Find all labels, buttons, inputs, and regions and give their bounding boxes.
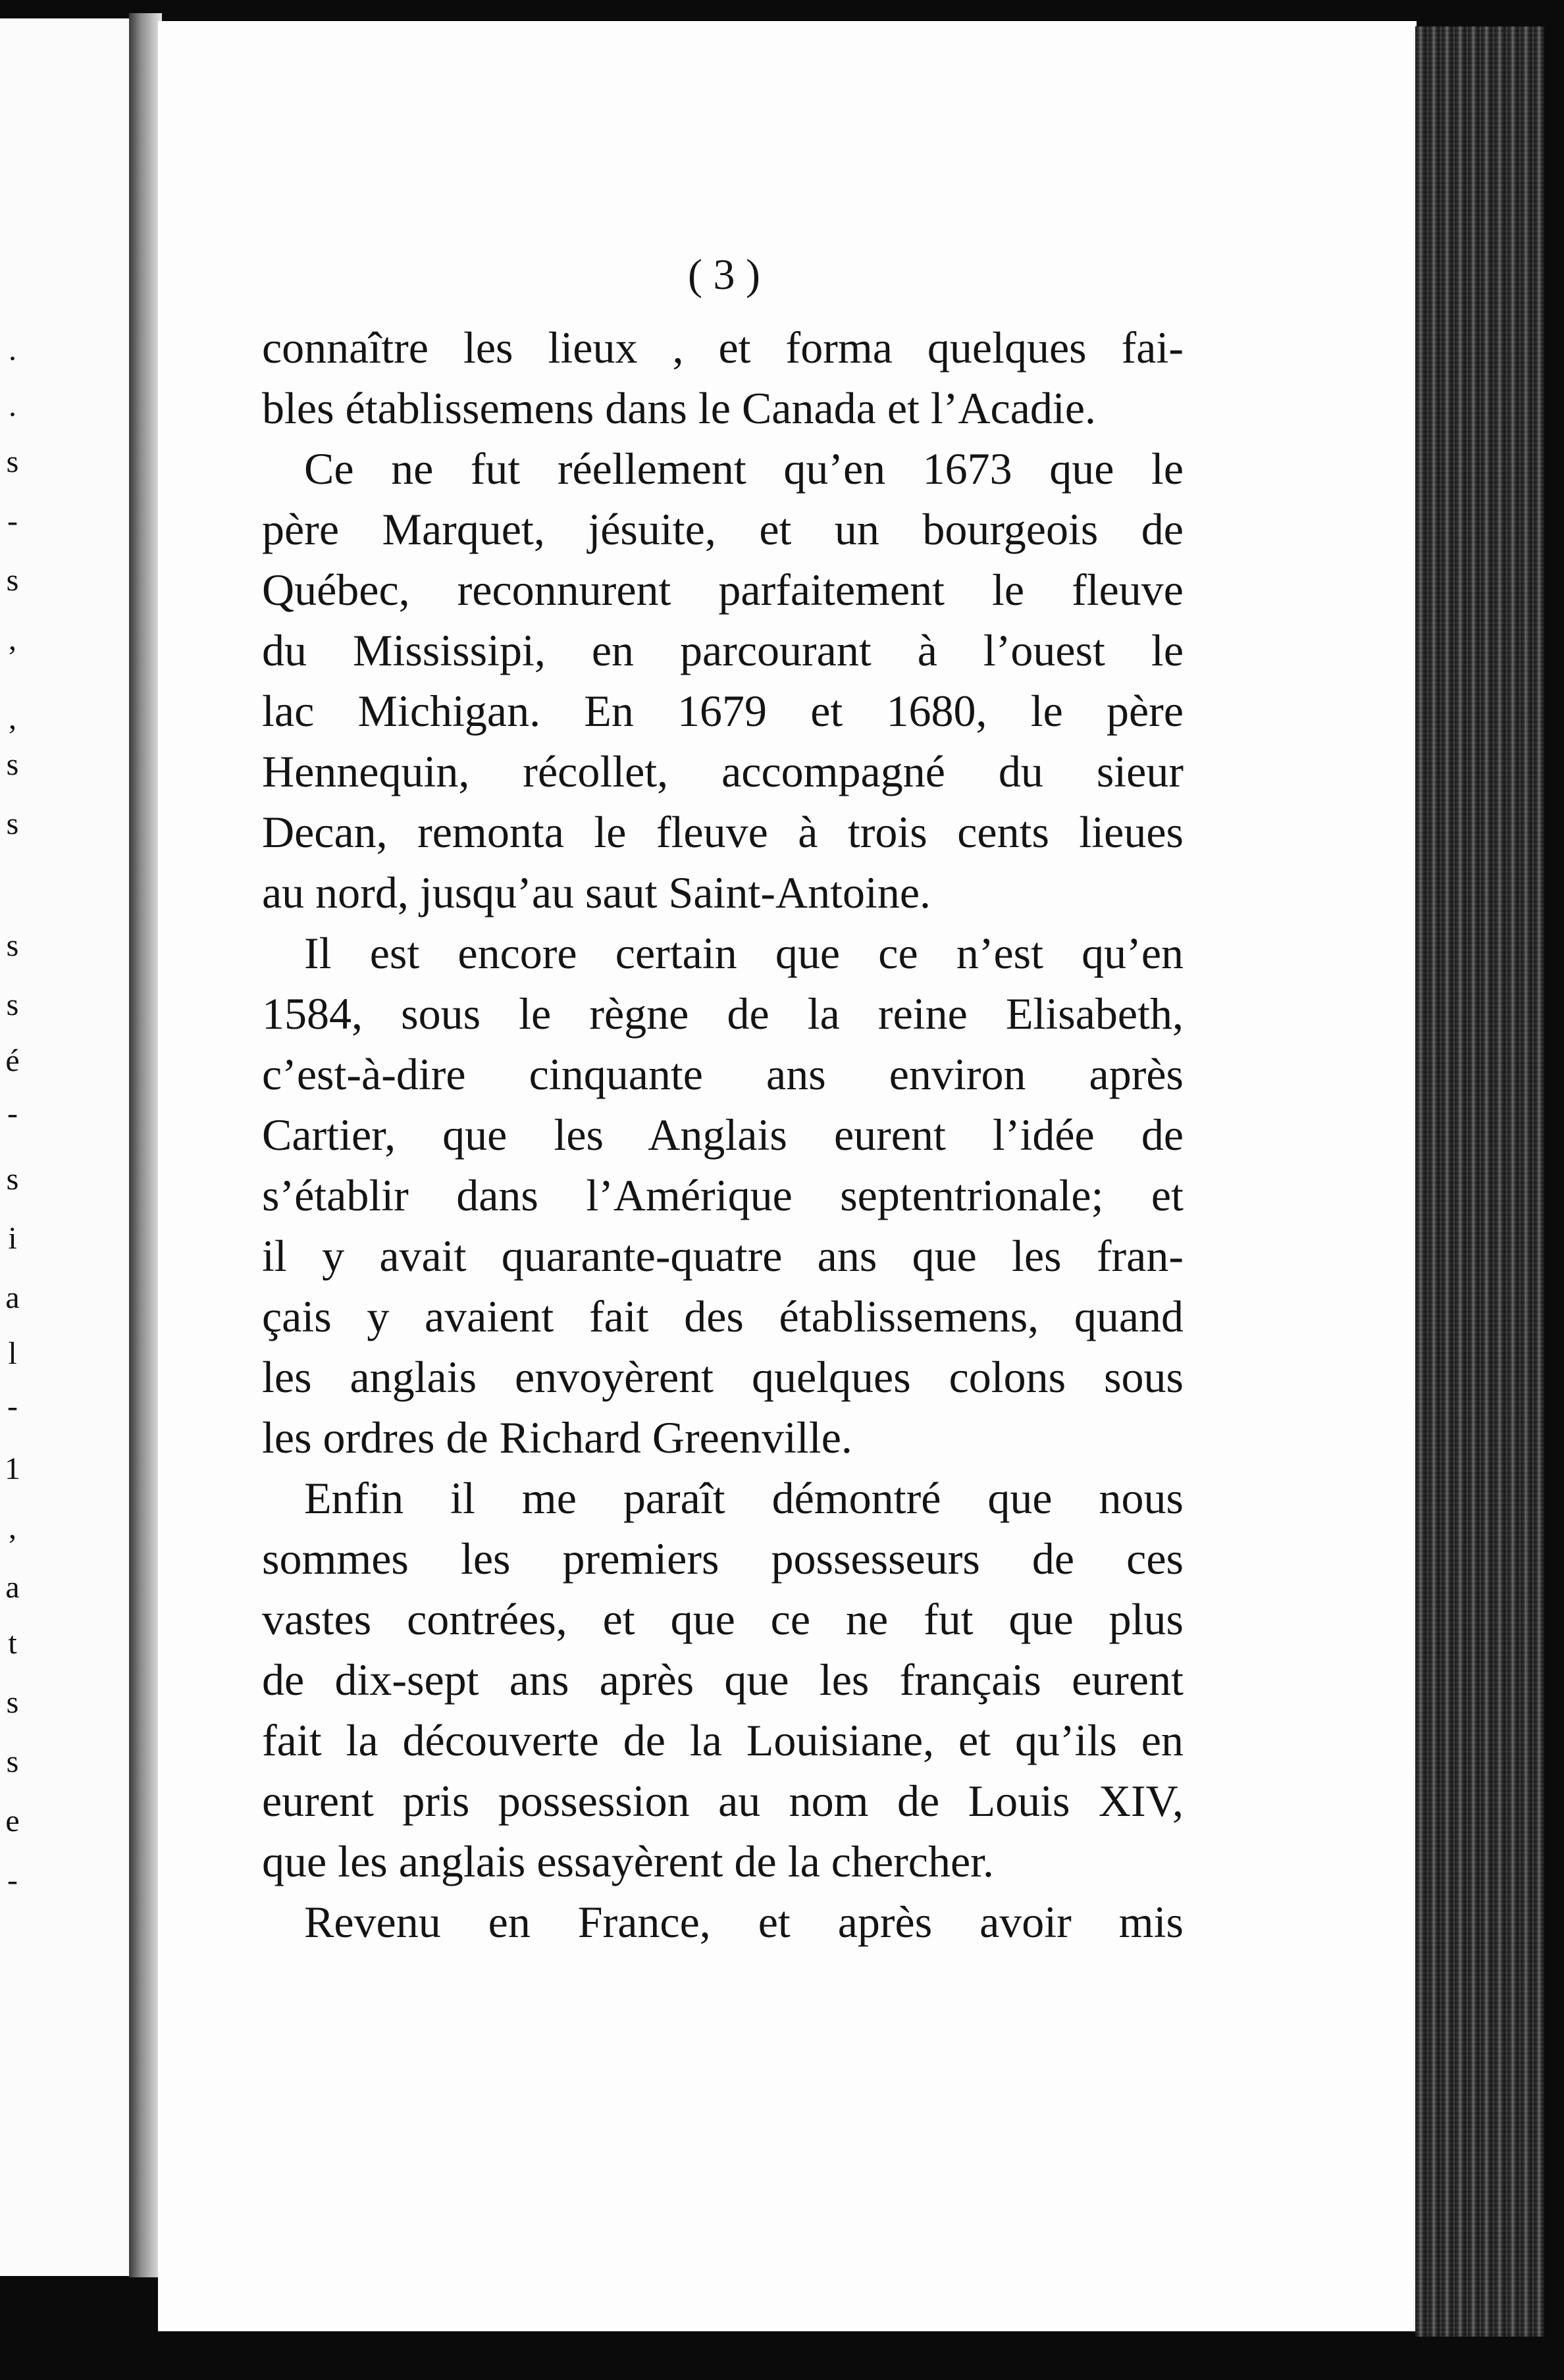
facing-page-char: s <box>6 928 19 963</box>
text-line: s’établir dans l’Amérique septentrionale; et <box>262 1170 1184 1220</box>
text-line: Québec, reconnurent parfaitement le fleuve <box>262 565 1184 615</box>
text-line: eurent pris possession au nom de Louis XIV, <box>262 1776 1184 1826</box>
facing-page-char: - <box>7 504 18 538</box>
facing-page-char: s <box>6 747 19 782</box>
text-line: c’est-à-dire cinquante ans environ après <box>262 1049 1184 1099</box>
facing-page-char: , <box>9 701 16 736</box>
facing-page-char: s <box>6 1744 19 1779</box>
facing-page-char: 1 <box>5 1451 20 1486</box>
facing-page-char: . <box>9 332 16 367</box>
text-line: Enfin il me paraît démontré que nous <box>304 1473 1184 1523</box>
facing-page-char: s <box>6 987 19 1022</box>
text-line: vastes contrées, et que ce ne fut que plus <box>262 1594 1184 1644</box>
facing-page <box>0 18 129 2276</box>
book-gutter <box>129 13 162 2277</box>
page-number: ( 3 ) <box>688 251 760 299</box>
text-line: il y avait quarante-quatre ans que les fran- <box>262 1231 1184 1281</box>
text-line: 1584, sous le règne de la reine Elisabeth, <box>262 989 1184 1039</box>
text-line: père Marquet, jésuite, et un bourgeois de <box>262 504 1184 554</box>
facing-page-char: . <box>9 388 16 423</box>
text-line: connaître les lieux , et forma quelques fai- <box>262 323 1184 373</box>
text-line: sommes les premiers possesseurs de ces <box>262 1534 1184 1584</box>
text-line: les ordres de Richard Greenville. <box>262 1412 852 1462</box>
text-line: Il est encore certain que ce n’est qu’en <box>304 928 1184 978</box>
facing-page-char: e <box>5 1803 20 1838</box>
text-line: Cartier, que les Anglais eurent l’idée de <box>262 1110 1184 1160</box>
facing-page-char: s <box>6 1685 19 1720</box>
facing-page-char: i <box>8 1221 17 1256</box>
page-edge <box>1415 26 1544 2337</box>
facing-page-char: t <box>8 1626 17 1661</box>
text-line: au nord, jusqu’au saut Saint-Antoine. <box>262 867 931 918</box>
facing-page-char: - <box>7 1096 18 1131</box>
text-line: du Mississipi, en parcourant à l’ouest le <box>262 625 1184 675</box>
facing-page-char: é <box>5 1043 20 1078</box>
text-line: çais y avaient fait des établissemens, quand <box>262 1291 1184 1341</box>
text-line: Hennequin, récollet, accompagné du sieur <box>262 746 1184 796</box>
facing-page-char: a <box>5 1570 20 1605</box>
facing-page-char: a <box>5 1280 20 1315</box>
facing-page-char: , <box>9 1511 16 1545</box>
text-line: les anglais envoyèrent quelques colons sous <box>262 1352 1184 1402</box>
facing-page-char: s <box>6 563 19 598</box>
text-line: fait la découverte de la Louisiane, et qu’ils en <box>262 1715 1184 1765</box>
facing-page-char: l <box>8 1336 17 1371</box>
text-line: Decan, remonta le fleuve à trois cents lieues <box>262 807 1184 857</box>
text-line: bles établissemens dans le Canada et l’Acadie. <box>262 383 1096 433</box>
facing-page-char: s <box>6 1162 19 1197</box>
facing-page-char: s <box>6 444 19 479</box>
text-line: Revenu en France, et après avoir mis <box>304 1897 1184 1947</box>
facing-page-char: - <box>7 1863 18 1898</box>
facing-page-char: - <box>7 1389 18 1424</box>
facing-page-char: s <box>6 806 19 841</box>
text-line: que les anglais essayèrent de la chercher. <box>262 1836 995 1886</box>
facing-page-char: , <box>9 622 16 657</box>
text-line: lac Michigan. En 1679 et 1680, le père <box>262 686 1184 736</box>
text-line: Ce ne fut réellement qu’en 1673 que le <box>304 444 1184 494</box>
text-line: de dix-sept ans après que les français eurent <box>262 1655 1184 1705</box>
